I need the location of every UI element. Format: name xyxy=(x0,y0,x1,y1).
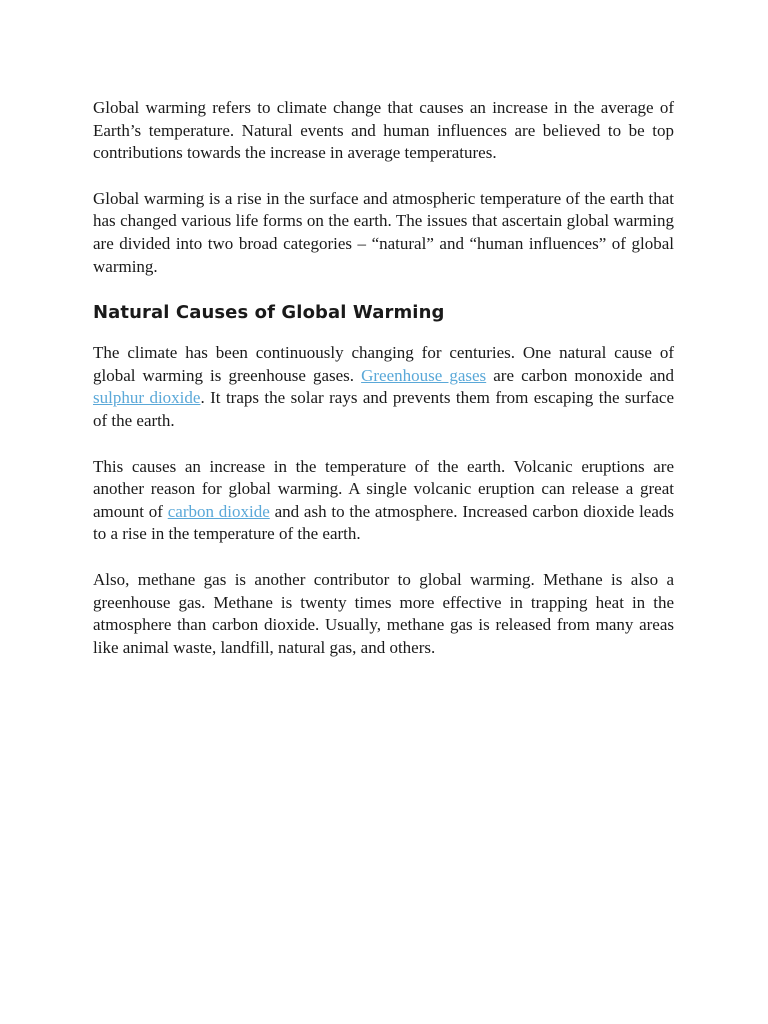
natural-causes-paragraph-3: Also, methane gas is another contributor to global warming. Methane is also a greenhouse gas. Methane is twenty times more effective in trapping heat in the atmosphere than carbon dioxide. Usually, methane gas is released from many areas like animal waste, landfill, natural gas, and others. xyxy=(93,569,674,657)
natural-causes-paragraph-1 xyxy=(93,342,674,432)
paragraph-text: This causes an increase in the temperature of the earth. Volcanic eruptions are another reason for global warming. A single volcanic eruption can release a great amount of xyxy=(93,456,674,521)
paragraph-text: are carbon monoxide and xyxy=(486,365,675,385)
greenhouse-gases-link[interactable]: Greenhouse gases xyxy=(361,365,487,385)
paragraph-text: and ash to the atmosphere. Increased carbon dioxide leads to a rise in the temperature of the earth. xyxy=(93,501,674,544)
paragraph-text: The climate has been continuously changing for centuries. One natural cause of global warming is greenhouse gases. xyxy=(93,343,674,385)
document-page xyxy=(93,97,674,682)
carbon-dioxide-link[interactable]: carbon dioxide xyxy=(167,501,270,521)
paragraph-text: . It traps the solar rays and prevents them from escaping the surface of the earth. xyxy=(93,388,674,430)
section-heading: Natural Causes of Global Warming xyxy=(93,302,445,324)
natural-causes-paragraph-2 xyxy=(93,456,674,546)
intro-paragraph-2: Global warming is a rise in the surface and atmospheric temperature of the earth that has changed various life forms on the earth. The issues that ascertain global warming are divided into two broad categories – “natural” and “human influences” of global warming. xyxy=(93,188,674,276)
sulphur-dioxide-link[interactable]: sulphur dioxide xyxy=(93,388,201,408)
intro-paragraph-1: Global warming refers to climate change that causes an increase in the average of Earth’s temperature. Natural events and human influences are believed to be top contributions towards the increase in average temperatures. xyxy=(93,98,674,163)
